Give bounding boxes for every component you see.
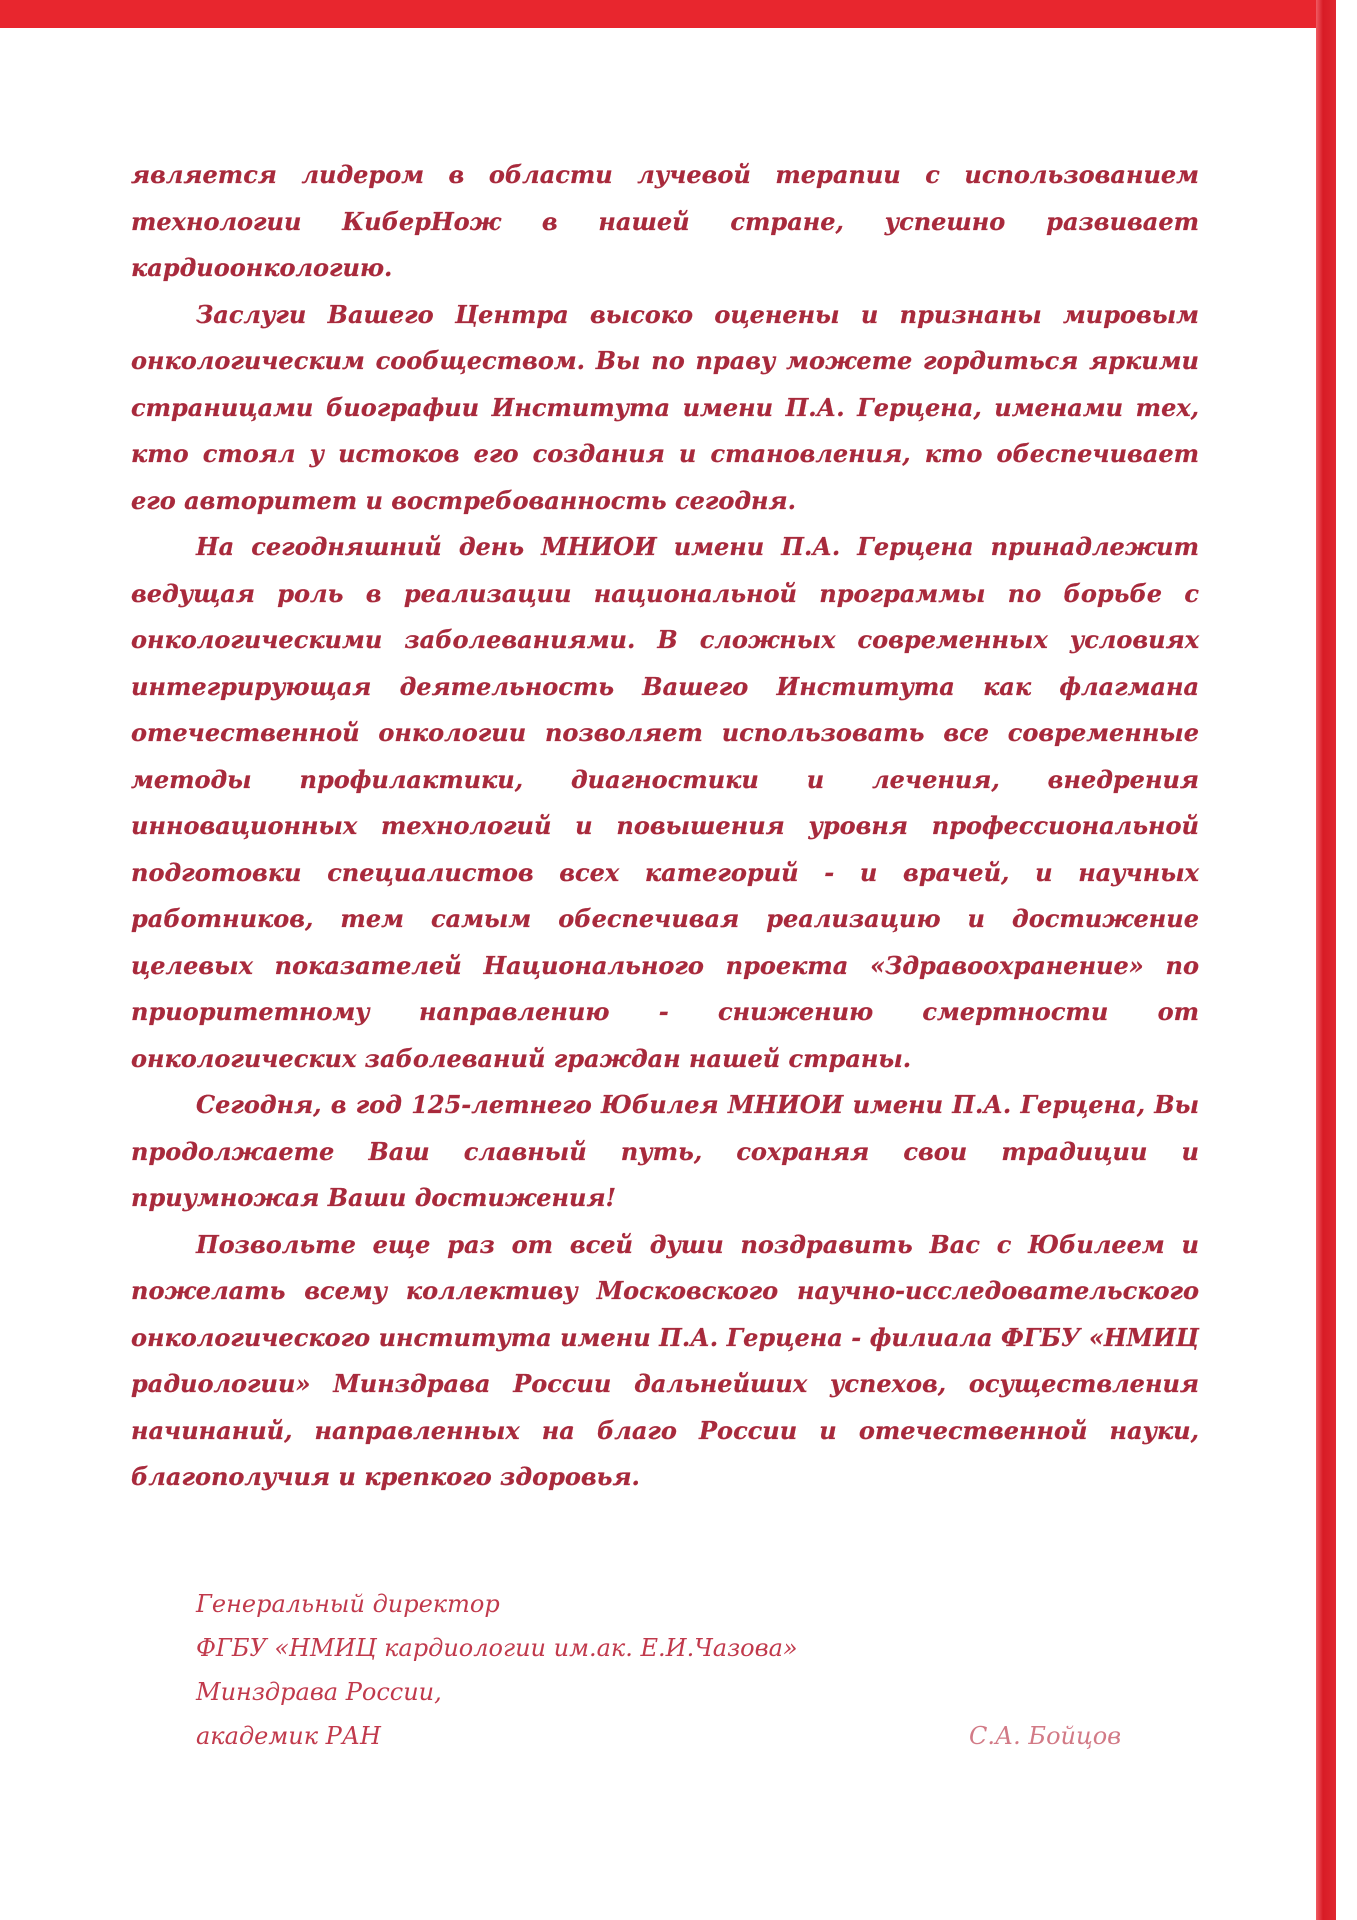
signatory-name: С.А. Бойцов [969, 1722, 1122, 1750]
paragraph-continuation: является лидером в области лучевой терапии с использованием технологии КиберНож в нашей стране, успешно развивает кардиоонкологию. [131, 160, 1199, 282]
signature-organization: ФГБУ «НМИЦ кардиологии им.ак. Е.И.Чазова» [196, 1634, 798, 1662]
paragraph-national-program: На сегодняшний день МНИОИ имени П.А. Герцена принадлежит ведущая роль в реализации национальной программы по борьбе с онкологическими заболеваниями. В сложных современных условиях интегрирующая деятельность Вашего Института как флагмана отечественной онкологии позволяет использовать все современные методы профилактики, диагностики и лечения, внедрения инновационных технологий и повышения уровня профессиональной подготовки специалистов всех категорий - и врачей, и научных работников, тем самым обеспечивая реализацию и достижение целевых показателей Национального проекта «Здравоохранение» по приоритетному направлению - снижению смертности от онкологических заболеваний граждан нашей страны. [131, 532, 1199, 1073]
letter-body [131, 152, 1199, 1501]
red-border-top [0, 0, 1330, 28]
red-border-right [1316, 0, 1336, 1920]
paragraph-congratulations: Позвольте еще раз от всей души поздравить Вас с Юбилеем и пожелать всему коллективу Московского научно-исследовательского онкологического института имени П.А. Герцена - филиала ФГБУ «НМИЦ радиологии» Минздрава России дальнейших успехов, осуществления начинаний, направленных на благо России и отечественной науки, благополучия и крепкого здоровья. [131, 1229, 1199, 1491]
signature-title: академик РАН [196, 1722, 381, 1750]
signature-position: Генеральный директор [196, 1590, 500, 1618]
paragraph-merits: Заслуги Вашего Центра высоко оценены и признаны мировым онкологическим сообществом. Вы по праву можете гордиться яркими страницами биографии Института имени П.А. Герцена, именами тех, кто стоял у истоков его создания и становления, кто обеспечивает его авторитет и востребованность сегодня. [131, 299, 1199, 515]
signature-ministry: Минздрава России, [196, 1678, 442, 1706]
paragraph-jubilee: Сегодня, в год 125-летнего Юбилея МНИОИ имени П.А. Герцена, Вы продолжаете Ваш славный путь, сохраняя свои традиции и приумножая Ваши достижения! [131, 1090, 1199, 1212]
